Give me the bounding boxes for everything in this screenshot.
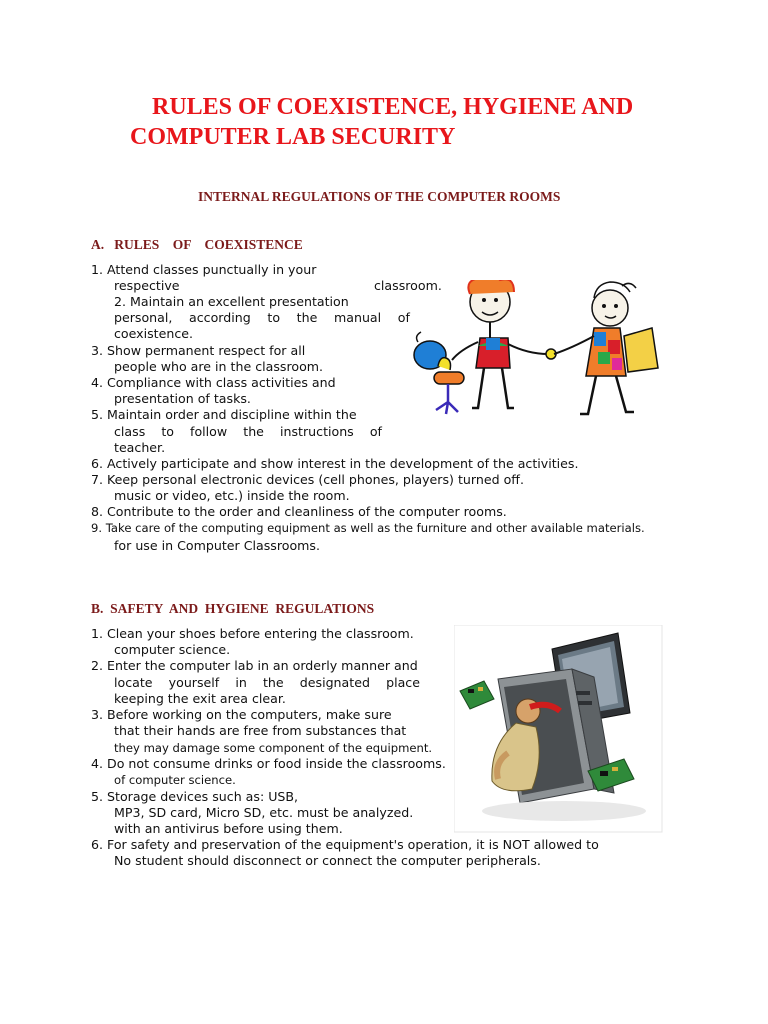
rule-a-line: 8. Contribute to the order and cleanliness of the computer rooms. bbox=[91, 504, 507, 519]
rule-a-line: teacher. bbox=[114, 440, 166, 455]
rule-a-line: presentation of tasks. bbox=[114, 391, 251, 406]
word: in bbox=[235, 675, 247, 690]
rule-b-line: of computer science. bbox=[114, 773, 236, 787]
rule-b-line: 6. For safety and preservation of the equipment's operation, it is NOT allowed to bbox=[91, 837, 599, 852]
rule-a-line: coexistence. bbox=[114, 326, 194, 341]
section-b-heading: B. SAFETY AND HYGIENE REGULATIONS bbox=[91, 601, 375, 616]
rule-a-line: classroom. bbox=[374, 278, 442, 293]
children-holding-hands-illustration bbox=[408, 280, 673, 425]
rule-a-line bbox=[114, 424, 382, 440]
word: follow bbox=[190, 424, 228, 439]
document-subtitle: INTERNAL REGULATIONS OF THE COMPUTER ROOMS bbox=[198, 189, 561, 204]
rule-b-line: 1. Clean your shoes before entering the classroom. bbox=[91, 626, 414, 641]
rule-b-line: keeping the exit area clear. bbox=[114, 691, 286, 706]
rule-b-line: 3. Before working on the computers, make sure bbox=[91, 707, 392, 722]
word: locate bbox=[114, 675, 153, 690]
rule-a-line: music or video, etc.) inside the room. bbox=[114, 488, 350, 503]
rule-b-line: No student should disconnect or connect the computer peripherals. bbox=[114, 853, 541, 868]
rule-b-line: they may damage some component of the equipment. bbox=[114, 741, 433, 755]
word: place bbox=[386, 675, 420, 690]
rule-b-line bbox=[114, 675, 420, 691]
rule-a-line: 6. Actively participate and show interest in the development of the activities. bbox=[91, 456, 579, 471]
word: class bbox=[114, 424, 146, 439]
word: designated bbox=[299, 675, 370, 690]
rule-a-line: 1. Attend classes punctually in your bbox=[91, 262, 317, 277]
child-right-icon bbox=[554, 282, 658, 414]
rule-a-line: 9. Take care of the computing equipment as well as the furniture and other available materials. bbox=[91, 521, 645, 535]
word: manual bbox=[333, 310, 382, 325]
document-title-line-1: RULES OF COEXISTENCE, HYGIENE AND bbox=[152, 94, 634, 120]
rule-b-line: 5. Storage devices such as: USB, bbox=[91, 789, 299, 804]
rule-b-line: that their hands are free from substances that bbox=[114, 723, 407, 738]
word: according bbox=[189, 310, 251, 325]
rule-b-line: MP3, SD card, Micro SD, etc. must be analyzed. bbox=[114, 805, 414, 820]
word: of bbox=[397, 310, 410, 325]
rule-a-line: for use in Computer Classrooms. bbox=[114, 538, 320, 553]
rule-a-line: 2. Maintain an excellent presentation bbox=[114, 294, 349, 309]
rule-b-line: computer science. bbox=[114, 642, 231, 657]
word: the bbox=[296, 310, 318, 325]
chair-icon bbox=[414, 332, 464, 414]
word: the bbox=[262, 675, 284, 690]
word: instructions bbox=[280, 424, 354, 439]
child-left-icon bbox=[452, 280, 548, 408]
rule-a-line: 4. Compliance with class activities and bbox=[91, 375, 336, 390]
word: to bbox=[267, 310, 281, 325]
section-a-heading: A. RULES OF COEXISTENCE bbox=[91, 237, 303, 252]
word: yourself bbox=[168, 675, 220, 690]
word: to bbox=[161, 424, 174, 439]
rule-a-line: respective bbox=[114, 278, 180, 293]
rule-b-line: 2. Enter the computer lab in an orderly manner and bbox=[91, 658, 418, 673]
rule-a-line: people who are in the classroom. bbox=[114, 359, 324, 374]
rule-a-line: 7. Keep personal electronic devices (cell phones, players) turned off. bbox=[91, 472, 524, 487]
rule-b-line: 4. Do not consume drinks or food inside the classrooms. bbox=[91, 756, 446, 771]
rule-a-line: 3. Show permanent respect for all bbox=[91, 343, 306, 358]
document-title-line-2: COMPUTER LAB SECURITY bbox=[130, 124, 456, 150]
rule-a-line bbox=[114, 310, 410, 326]
word: of bbox=[369, 424, 382, 439]
rule-a-line: 5. Maintain order and discipline within the bbox=[91, 407, 357, 422]
rule-b-line: with an antivirus before using them. bbox=[114, 821, 343, 836]
word: the bbox=[243, 424, 264, 439]
computer-tower-repair-illustration bbox=[454, 625, 663, 833]
word: personal, bbox=[114, 310, 173, 325]
